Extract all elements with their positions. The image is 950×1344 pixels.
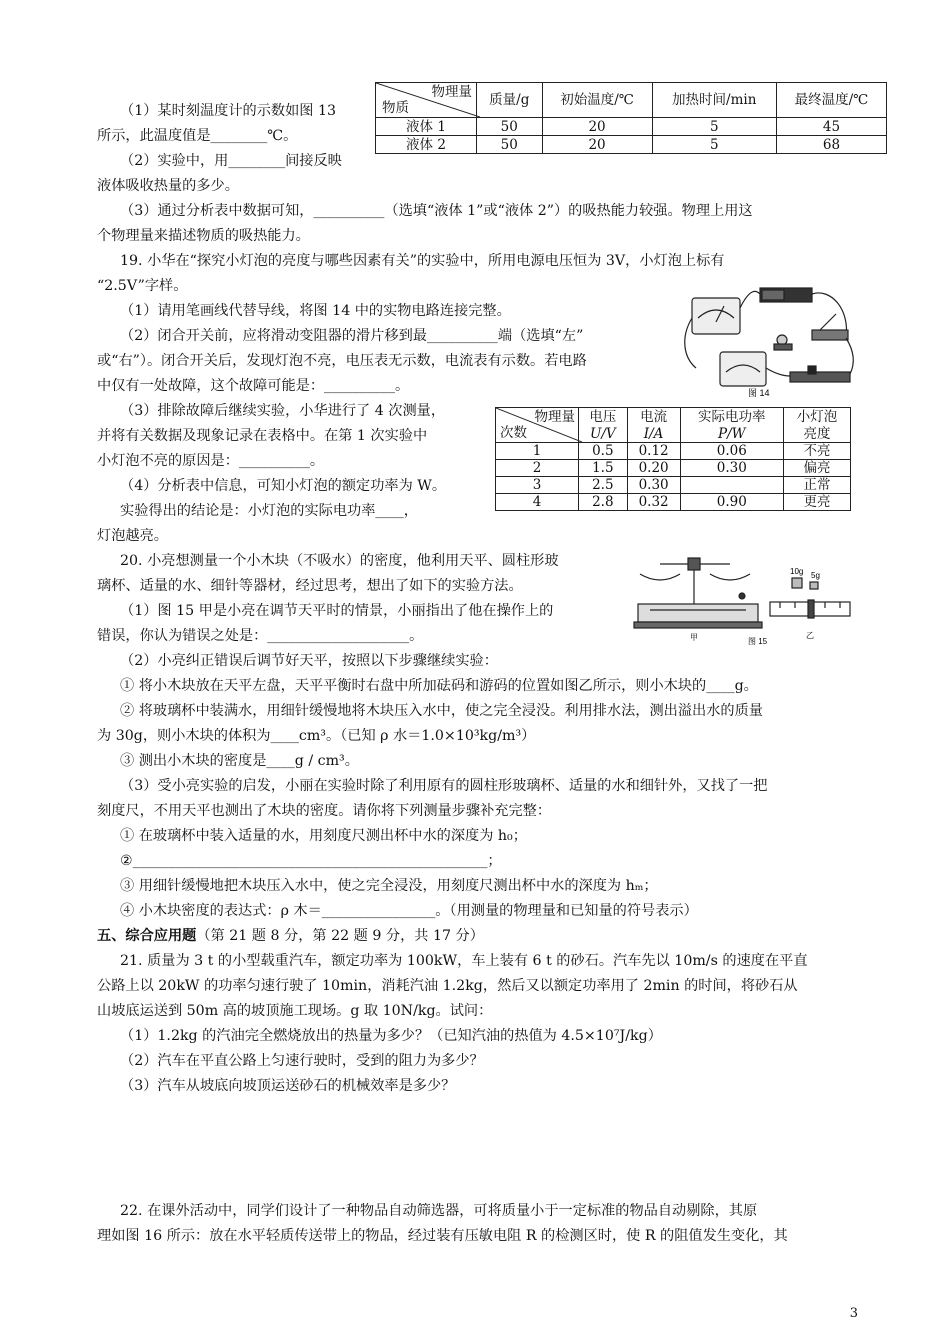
q20-line-10: （3）受小亮实验的启发，小丽在实验时除了利用原有的圆柱形玻璃杯、适量的水和细针外，又找了一把: [120, 778, 768, 794]
page-number: 3: [849, 1306, 858, 1321]
q19-line-1: 19. 小华在“探究小灯泡的亮度与哪些因素有关”的实验中，所用电源电压恒为 3V，小灯泡上标有: [120, 253, 725, 269]
balance-figure-15: [630, 552, 860, 646]
weight-10g-label: 10g: [790, 567, 804, 576]
table-row: [496, 443, 851, 460]
circuit-figure-14: [680, 278, 860, 398]
cell: 0.20: [627, 460, 680, 477]
figure-14-label: 图 14: [748, 388, 770, 398]
cell: 偏亮: [784, 460, 851, 477]
table-row: [496, 477, 851, 494]
cell: 0.12: [627, 443, 680, 460]
header-current: 电流: [627, 408, 680, 426]
q18-line-6: 个物理量来描述物质的吸热能力。: [97, 228, 310, 244]
cell: 20: [542, 136, 652, 154]
q18-line-5: （3）通过分析表中数据可知，__________（选填“液体 1”或“液体 2”）的吸热能力较强。物理上用这: [120, 203, 753, 219]
cell: 正常: [784, 477, 851, 494]
q18-data-table: [375, 82, 887, 154]
weight-5g-label: 5g: [811, 571, 820, 580]
header-trial: 次数: [500, 425, 527, 441]
q19-data-table: [495, 407, 851, 511]
section-5-note: （第 21 题 8 分，第 22 题 9 分，共 17 分）: [196, 928, 484, 944]
cell: 1: [496, 443, 579, 460]
q20-line-11: 刻度尺，不用天平也测出了木块的密度。请你将下列测量步骤补充完整：: [97, 803, 552, 819]
q20-line-15: ④ 小木块密度的表达式：ρ 木＝________________。（用测量的物理量和已知量的符号表示）: [120, 903, 698, 919]
q21-line-4: （1）1.2kg 的汽油完全燃烧放出的热量为多少？（已知汽油的热值为 4.5×10⁷J/kg）: [120, 1028, 662, 1044]
q20-line-13: ②__________________________________________________；: [120, 853, 502, 869]
q18-line-2: 所示，此温度值是________℃。: [97, 128, 298, 144]
table-row: [376, 118, 887, 136]
header-final-temp: 最终温度/℃: [776, 83, 886, 118]
q19-line-6: 中仅有一处故障，这个故障可能是：__________。: [97, 378, 410, 394]
q18-line-1: （1）某时刻温度计的示数如图 13: [120, 103, 337, 119]
q19-line-12: 灯泡越亮。: [97, 528, 168, 544]
cell: 50: [477, 118, 543, 136]
q21-line-1: 21. 质量为 3 t 的小型载重汽车，额定功率为 100kW，车上装有 6 t 的砂石。汽车先以 10m/s 的速度在平直: [120, 953, 808, 969]
cell: 2.5: [579, 477, 628, 494]
table-row: [496, 460, 851, 477]
figure-jia-label: 甲: [690, 633, 698, 642]
q20-line-6: ① 将小木块放在天平左盘，天平平衡时右盘中所加砝码和游码的位置如图乙所示，则小木块的____g。: [120, 678, 758, 694]
q21-line-2: 公路上以 20kW 的功率匀速行驶了 10min，消耗汽油 1.2kg，然后又以额定功率用了 2min 的时间，将砂石从: [97, 978, 798, 994]
q20-line-12: ① 在玻璃杯中装入适量的水，用刻度尺测出杯中水的深度为 h₀；: [120, 828, 527, 844]
q19-line-7: （3）排除故障后继续实验，小华进行了 4 次测量，: [120, 403, 446, 419]
q19-line-3: （1）请用笔画线代替导线，将图 14 中的实物电路连接完整。: [120, 303, 511, 319]
q20-line-5: （2）小亮纠正错误后调节好天平，按照以下步骤继续实验：: [120, 653, 498, 669]
q19-line-5: 或“右”）。闭合开关后，发现灯泡不亮，电压表无示数，电流表有示数。若电路: [97, 353, 587, 369]
cell: 更亮: [784, 494, 851, 511]
cell: 0.06: [680, 443, 783, 460]
header-quantity: 物理量: [431, 84, 472, 100]
q20-line-2: 璃杯、适量的水、细针等器材，经过思考，想出了如下的实验方法。: [97, 578, 523, 594]
cell: 液体 2: [376, 136, 477, 154]
cell: 5: [652, 136, 776, 154]
q22-line-2: 理如图 16 所示：放在水平轻质传送带上的物品，经过装有压敏电阻 R 的检测区时，使 R 的阻值发生变化，其: [97, 1228, 788, 1244]
cell: 50: [477, 136, 543, 154]
header-initial-temp: 初始温度/℃: [542, 83, 652, 118]
q20-line-14: ③ 用细针缓慢地把木块压入水中，使之完全浸没，用刻度尺测出杯中水的深度为 hₘ；: [120, 878, 658, 894]
q20-line-8: 为 30g，则小木块的体积为____cm³。（已知 ρ 水＝1.0×10³kg/m³）: [97, 728, 536, 744]
cell: 2.8: [579, 494, 628, 511]
cell: 4: [496, 494, 579, 511]
cell: 1.5: [579, 460, 628, 477]
cell: [680, 477, 783, 494]
q21-line-3: 山坡底运送到 50m 高的坡顶施工现场。g 取 10N/kg。试问：: [97, 1003, 493, 1019]
q18-line-3: （2）实验中，用________间接反映: [120, 153, 342, 169]
header-power-unit: P/W: [680, 425, 783, 443]
cell: 不亮: [784, 443, 851, 460]
q19-header-diag: [496, 408, 579, 443]
cell: 0.90: [680, 494, 783, 511]
header-heat-time: 加热时间/min: [652, 83, 776, 118]
figure-15-label: 图 15: [748, 637, 768, 646]
cell: 0.30: [627, 477, 680, 494]
header-bulb: 小灯泡: [784, 408, 851, 426]
table-row: [496, 494, 851, 511]
cell: 5: [652, 118, 776, 136]
header-voltage-unit: U/V: [579, 425, 628, 443]
q18-line-4: 液体吸收热量的多少。: [97, 178, 239, 194]
q20-line-9: ③ 测出小木块的密度是____g / cm³。: [120, 753, 359, 769]
q21-line-6: （3）汽车从坡底向坡顶运送砂石的机械效率是多少？: [120, 1078, 456, 1094]
q19-line-10: （4）分析表中信息，可知小灯泡的额定功率为 W。: [120, 478, 447, 494]
q22-line-1: 22. 在课外活动中，同学们设计了一种物品自动筛选器，可将质量小于一定标准的物品自动剔除，其原: [120, 1203, 758, 1219]
q19-line-4: （2）闭合开关前，应将滑动变阻器的滑片移到最__________端（选填“左”: [120, 328, 584, 344]
figure-yi-label: 乙: [806, 631, 814, 640]
q20-line-1: 20. 小亮想测量一个小木块（不吸水）的密度，他利用天平、圆柱形玻: [120, 553, 559, 569]
q19-line-8: 并将有关数据及现象记录在表格中。在第 1 次实验中: [97, 428, 428, 444]
header-brightness: 亮度: [784, 425, 851, 443]
q19-line-2: “2.5V”字样。: [97, 278, 188, 294]
q20-line-4: 错误，你认为错误之处是：____________________。: [97, 628, 424, 644]
header-substance: 物质: [382, 100, 409, 116]
section-5-heading-line: [97, 926, 484, 946]
cell: 3: [496, 477, 579, 494]
q19-line-9: 小灯泡不亮的原因是：__________。: [97, 453, 325, 469]
q19-line-11: 实验得出的结论是：小灯泡的实际电功率____，: [120, 503, 418, 519]
header-voltage: 电压: [579, 408, 628, 426]
q18-header-diag: [376, 83, 477, 118]
q20-line-7: ② 将玻璃杯中装满水，用细针缓慢地将木块压入水中，使之完全浸没。利用排水法，测出溢出水的质量: [120, 703, 763, 719]
cell: 20: [542, 118, 652, 136]
cell: 0.30: [680, 460, 783, 477]
header-quantity: 物理量: [534, 409, 575, 425]
cell: 0.32: [627, 494, 680, 511]
cell: 液体 1: [376, 118, 477, 136]
header-current-unit: I/A: [627, 425, 680, 443]
header-power: 实际电功率: [680, 408, 783, 426]
section-5-heading: 五、综合应用题: [97, 928, 197, 944]
cell: 45: [776, 118, 886, 136]
header-mass: 质量/g: [477, 83, 543, 118]
cell: 68: [776, 136, 886, 154]
cell: 0.5: [579, 443, 628, 460]
table-row: [376, 136, 887, 154]
q21-line-5: （2）汽车在平直公路上匀速行驶时，受到的阻力为多少？: [120, 1053, 484, 1069]
q20-line-3: （1）图 15 甲是小亮在调节天平时的情景，小丽指出了他在操作上的: [120, 603, 554, 619]
cell: 2: [496, 460, 579, 477]
